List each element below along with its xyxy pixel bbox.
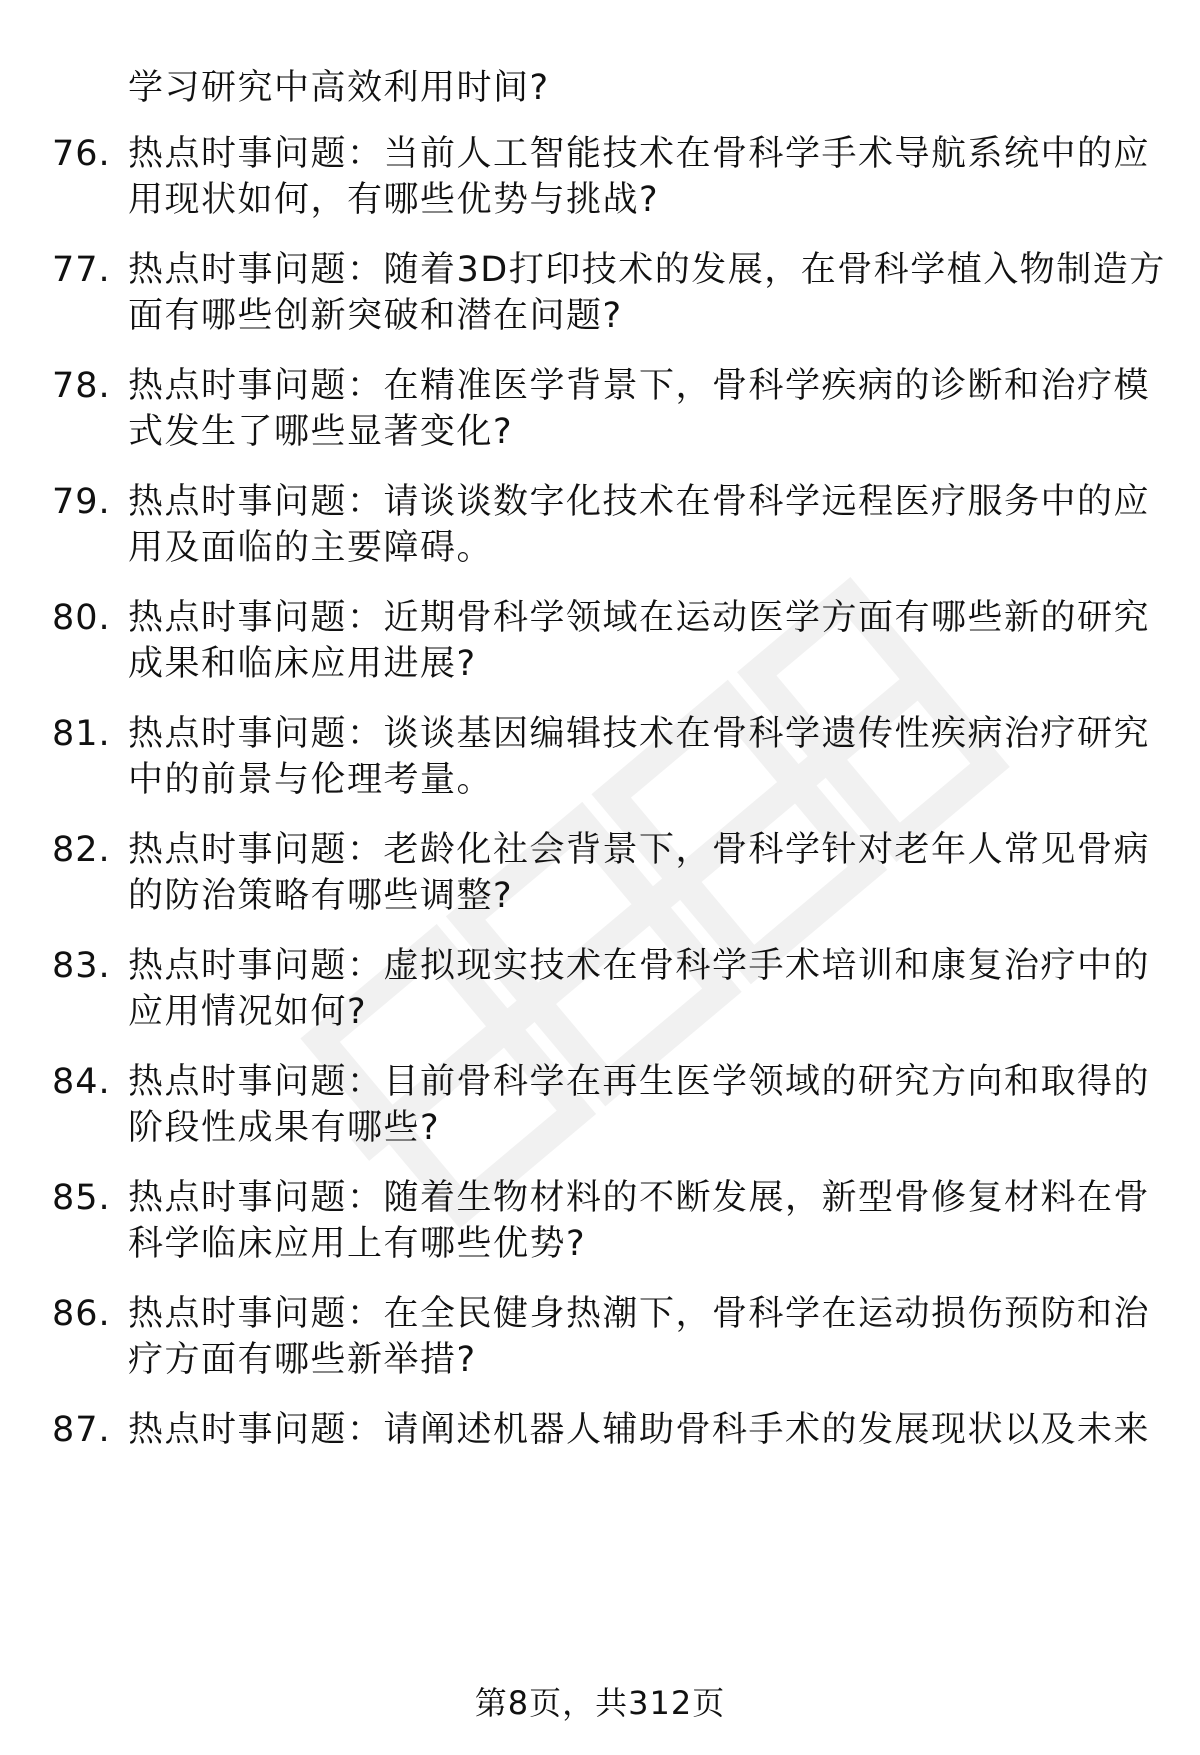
question-text-line: 疗方面有哪些新举措? xyxy=(128,1340,477,1380)
question-text-line: 热点时事问题：在精准医学背景下，骨科学疾病的诊断和治疗模 xyxy=(128,366,1151,406)
question-text-line: 热点时事问题：谈谈基因编辑技术在骨科学遗传性疾病治疗研究 xyxy=(128,714,1151,754)
question-text-line: 热点时事问题：请阐述机器人辅助骨科手术的发展现状以及未来 xyxy=(128,1410,1151,1450)
question-text-line: 热点时事问题：当前人工智能技术在骨科学手术导航系统中的应 xyxy=(128,134,1151,174)
question-text-line: 热点时事问题：虚拟现实技术在骨科学手术培训和康复治疗中的 xyxy=(128,946,1151,986)
question-number: 86. xyxy=(52,1294,111,1334)
question-number: 77. xyxy=(52,250,111,290)
question-text-line: 阶段性成果有哪些? xyxy=(128,1108,441,1148)
question-text-line: 应用情况如何? xyxy=(128,992,368,1032)
question-text-line: 热点时事问题：近期骨科学领域在运动医学方面有哪些新的研究 xyxy=(128,598,1151,638)
question-number: 84. xyxy=(52,1062,111,1102)
question-text-line: 中的前景与伦理考量。 xyxy=(128,760,494,800)
question-text-line: 热点时事问题：请谈谈数字化技术在骨科学远程医疗服务中的应 xyxy=(128,482,1151,522)
question-text-line: 热点时事问题：目前骨科学在再生医学领域的研究方向和取得的 xyxy=(128,1062,1151,1102)
question-number: 78. xyxy=(52,366,111,406)
question-text-line: 式发生了哪些显著变化? xyxy=(128,412,514,452)
question-text-line: 面有哪些创新突破和潜在问题? xyxy=(128,296,623,336)
question-text-line: 热点时事问题：随着生物材料的不断发展，新型骨修复材料在骨 xyxy=(128,1178,1151,1218)
question-number: 87. xyxy=(52,1410,111,1450)
question-text-line: 热点时事问题：随着3D打印技术的发展，在骨科学植入物制造方 xyxy=(128,250,1166,290)
question-text-line: 成果和临床应用进展? xyxy=(128,644,477,684)
question-text-line: 的防治策略有哪些调整? xyxy=(128,876,514,916)
question-text-line: 热点时事问题：在全民健身热潮下，骨科学在运动损伤预防和治 xyxy=(128,1294,1151,1334)
continuation-line xyxy=(0,58,1200,118)
page-footer: 第8页，共312页 xyxy=(474,1684,726,1722)
question-number: 79. xyxy=(52,482,111,522)
question-text-line: 热点时事问题：老龄化社会背景下，骨科学针对老年人常见骨病 xyxy=(128,830,1151,870)
question-number: 82. xyxy=(52,830,111,870)
question-number: 80. xyxy=(52,598,111,638)
question-number: 81. xyxy=(52,714,111,754)
question-number: 83. xyxy=(52,946,111,986)
question-text-line: 用现状如何，有哪些优势与挑战? xyxy=(128,180,660,220)
continuation-text: 学习研究中高效利用时间? xyxy=(128,68,550,108)
question-text-line: 科学临床应用上有哪些优势? xyxy=(128,1224,587,1264)
question-number: 85. xyxy=(52,1178,111,1218)
question-text-line: 用及面临的主要障碍。 xyxy=(128,528,494,568)
question-number: 76. xyxy=(52,134,111,174)
